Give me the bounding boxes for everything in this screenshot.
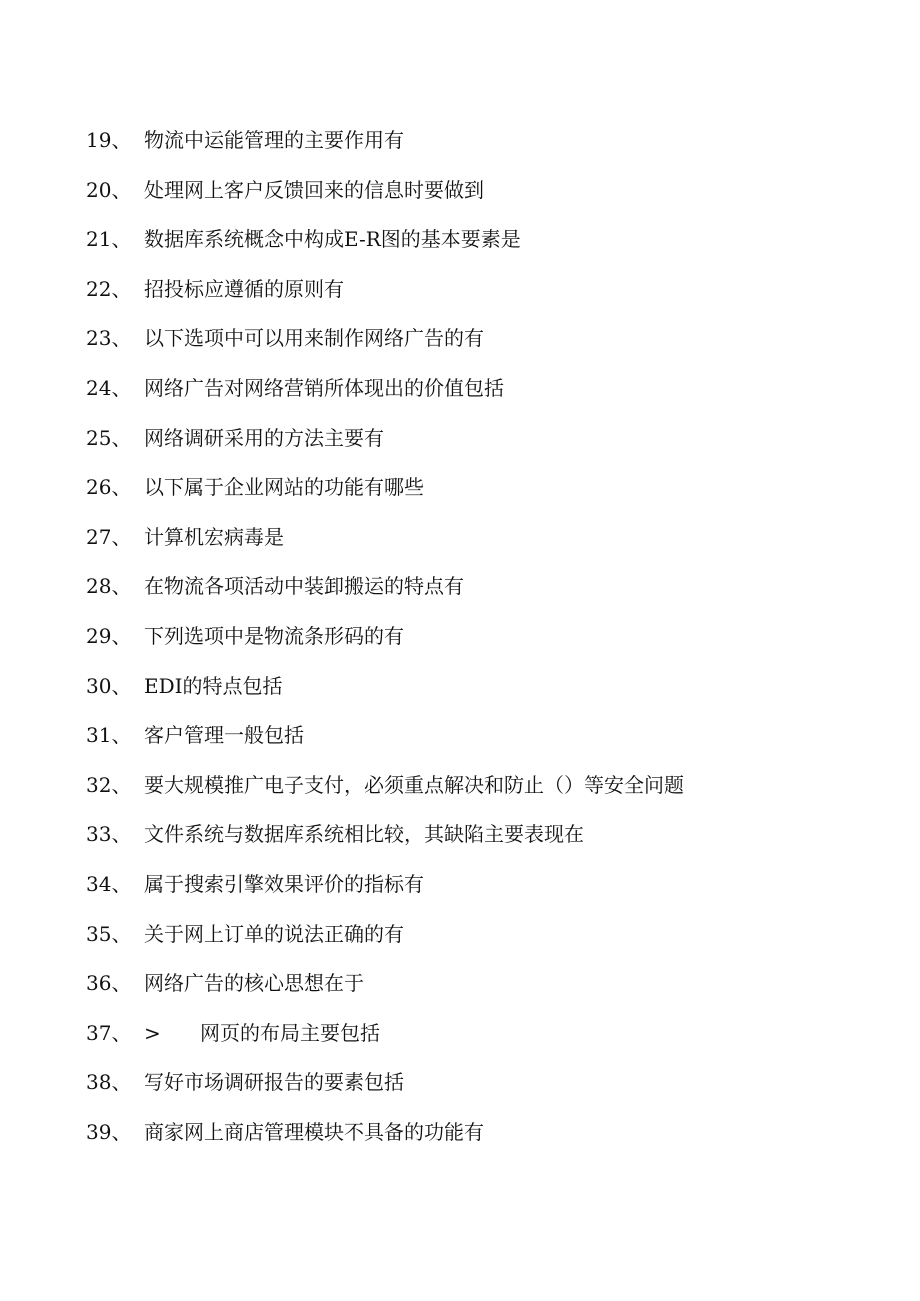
question-item (86, 820, 886, 870)
question-item (86, 572, 886, 622)
question-text: EDI的特点包括 (144, 673, 283, 698)
question-text: 在物流各项活动中装卸搬运的特点有 (144, 574, 464, 599)
question-text: 网络广告对网络营销所体现出的价值包括 (144, 375, 504, 400)
question-item (86, 225, 886, 275)
question-number: 20、 (86, 177, 132, 202)
question-item (86, 672, 886, 722)
question-number: 24、 (86, 375, 132, 400)
question-number: 22、 (86, 276, 132, 301)
question-text: 写好市场调研报告的要素包括 (144, 1070, 404, 1095)
question-number: 33、 (86, 822, 132, 847)
question-number: 27、 (86, 524, 132, 549)
question-item (86, 920, 886, 970)
question-item (86, 473, 886, 523)
question-item (86, 870, 886, 920)
question-text: 处理网上客户反馈回来的信息时要做到 (144, 177, 484, 202)
question-text: 以下选项中可以用来制作网络广告的有 (144, 326, 484, 351)
question-number: 21、 (86, 227, 132, 252)
question-item (86, 721, 886, 771)
question-text: 属于搜索引擎效果评价的指标有 (144, 871, 424, 896)
question-item (86, 1118, 886, 1168)
question-item (86, 275, 886, 325)
question-item (86, 374, 886, 424)
question-item (86, 176, 886, 226)
question-text: 计算机宏病毒是 (144, 524, 284, 549)
question-number: 38、 (86, 1070, 132, 1095)
question-text: 商家网上商店管理模块不具备的功能有 (144, 1119, 484, 1144)
question-item (86, 622, 886, 672)
question-text: 关于网上订单的说法正确的有 (144, 921, 404, 946)
question-number: 37、 (86, 1020, 132, 1045)
question-number: 28、 (86, 574, 132, 599)
question-item (86, 1068, 886, 1118)
question-text: 客户管理一般包括 (144, 723, 304, 748)
question-text: 下列选项中是物流条形码的有 (144, 623, 404, 648)
question-text: 网络广告的核心思想在于 (144, 971, 364, 996)
question-number: 25、 (86, 425, 132, 450)
question-item (86, 969, 886, 1019)
question-text: 网页的布局主要包括 (200, 1020, 380, 1045)
question-number: 19、 (86, 128, 132, 152)
question-text: 以下属于企业网站的功能有哪些 (144, 475, 424, 500)
question-number: 35、 (86, 921, 132, 946)
question-item (86, 324, 886, 374)
question-item (86, 771, 886, 821)
question-number: 29、 (86, 623, 132, 648)
question-text: 要大规模推广电子支付，必须重点解决和防止（）等安全问题 (144, 772, 684, 797)
question-text: 物流中运能管理的主要作用有 (144, 128, 404, 152)
question-text: 文件系统与数据库系统相比较，其缺陷主要表现在 (144, 822, 584, 847)
question-item (86, 1019, 886, 1069)
question-item (86, 126, 886, 176)
question-list (86, 126, 886, 1167)
question-number: 34、 (86, 871, 132, 896)
question-item (86, 523, 886, 573)
question-prefix-marker: > (144, 1020, 161, 1045)
question-text: 数据库系统概念中构成E-R图的基本要素是 (144, 227, 521, 252)
question-text: 招投标应遵循的原则有 (144, 276, 344, 301)
question-number: 23、 (86, 326, 132, 351)
question-number: 26、 (86, 475, 132, 500)
question-item (86, 424, 886, 474)
question-number: 31、 (86, 723, 132, 748)
question-number: 32、 (86, 772, 132, 797)
question-text: 网络调研采用的方法主要有 (144, 425, 384, 450)
question-number: 30、 (86, 673, 132, 698)
question-number: 39、 (86, 1119, 132, 1144)
question-number: 36、 (86, 971, 132, 996)
